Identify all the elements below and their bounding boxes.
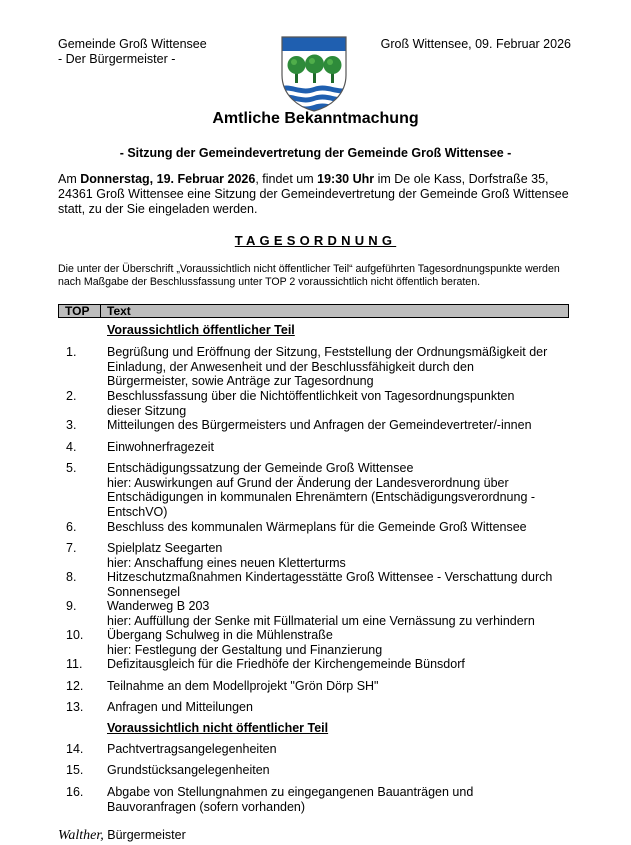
item-number: 8. [66,570,77,584]
item-number: 13. [66,700,84,714]
item-text: Wanderweg B 203 hier: Auffüllung der Senke mit Füllmaterial um eine Vernässung zu verhindern [107,599,535,628]
page-subtitle: - Sitzung der Gemeindevertretung der Gemeinde Groß Wittensee - [119,146,512,160]
item-text: Entschädigungssatzung der Gemeinde Groß Wittensee hier: Auswirkungen auf Grund der Änderung der Landesverordnung über Entschädigungen in kommunalen Ehrenämtern (Entschädigungsverordnung - EntschVO) [107,461,536,519]
item-number: 3. [66,418,77,432]
municipal-crest-icon [280,35,348,113]
section-nonpublic: Voraussichtlich nicht öffentlicher Teil [107,721,329,735]
sender-block [58,37,207,66]
column-divider [100,305,101,318]
agenda-heading: TAGESORDNUNG [234,233,397,248]
item-number: 16. [66,785,84,799]
item-text: Beschlussfassung über die Nichtöffentlichkeit von Tagesordnungspunkten dieser Sitzung [107,389,515,418]
item-number: 15. [66,763,84,777]
item-number: 14. [66,742,84,756]
meeting-date: Donnerstag, 19. Februar 2026 [80,172,256,186]
item-text: Defizitausgleich für die Friedhöfe der Kirchengemeinde Bünsdorf [107,657,465,671]
section-public: Voraussichtlich öffentlicher Teil [107,323,295,337]
item-text: Grundstücksangelegenheiten [107,763,270,777]
page-title: Amtliche Bekanntmachung [212,110,419,127]
item-text: Teilnahme an dem Modellprojekt "Grön Dörp SH" [107,679,379,693]
column-header-text: Text [107,304,131,318]
item-number: 7. [66,541,77,555]
item-number: 11. [66,657,83,671]
item-number: 10. [66,628,84,642]
item-number: 9. [66,599,77,613]
item-text: Mitteilungen des Bürgermeisters und Anfragen der Gemeindevertreter/-innen [107,418,532,432]
column-header-top: TOP [65,304,90,318]
item-number: 12. [66,679,84,693]
item-number: 1. [66,345,77,359]
item-text: Pachtvertragsangelegenheiten [107,742,277,756]
item-text: Begrüßung und Eröffnung der Sitzung, Feststellung der Ordnungsmäßigkeit der Einladung, der Anwesenheit und der Beschlussfähigkeit durch den Bürgermeister, sowie Anträge zur Tagesordnung [107,345,548,388]
intro-paragraph [58,172,578,217]
item-text: Übergang Schulweg in die Mühlenstraße hier: Festlegung der Gestaltung und Finanzierung [107,628,383,657]
signature-line [58,828,186,844]
nonpublic-note: Die unter der Überschrift „Voraussichtlich nicht öffentlicher Teil“ aufgeführten Tagesordnungspunkte werden nach Maßgabe der Beschlussfassung unter TOP 2 voraussichtlich nicht öffentlich beraten. [58,263,560,288]
item-number: 4. [66,440,77,454]
item-text: Anfragen und Mitteilungen [107,700,253,714]
item-number: 2. [66,389,77,403]
mayor-line: - Der Bürgermeister - [58,51,176,66]
item-text: Spielplatz Seegarten hier: Anschaffung eines neuen Kletterturms [107,541,346,570]
item-text: Hitzeschutzmaßnahmen Kindertagesstätte Groß Wittensee - Verschattung durch Sonnensegel [107,570,553,599]
intro-text-3: im De ole Kass, Dorfstraße 35, 24361 Groß Wittensee eine Sitzung der Gemeindevertretung der Gemeinde Groß Wittensee statt, zu der Sie eingeladen werden. [58,172,569,216]
signature-role: Bürgermeister [103,828,186,842]
municipality-name: Gemeinde Groß Wittensee [58,37,207,51]
place-date: Groß Wittensee, 09. Februar 2026 [380,37,571,51]
intro-text-1: Am [58,172,81,186]
meeting-time: 19:30 Uhr [317,172,375,186]
item-text: Einwohnerfragezeit [107,440,215,454]
signature-name: Walther, [58,828,104,843]
item-text: Beschluss des kommunalen Wärmeplans für die Gemeinde Groß Wittensee [107,520,527,534]
item-number: 5. [66,461,77,475]
intro-text-2: , findet um [255,172,318,186]
item-text: Abgabe von Stellungnahmen zu eingegangenen Bauanträgen und Bauvoranfragen (sofern vorhanden) [107,785,474,814]
item-number: 6. [66,520,77,534]
table-header [58,304,569,318]
